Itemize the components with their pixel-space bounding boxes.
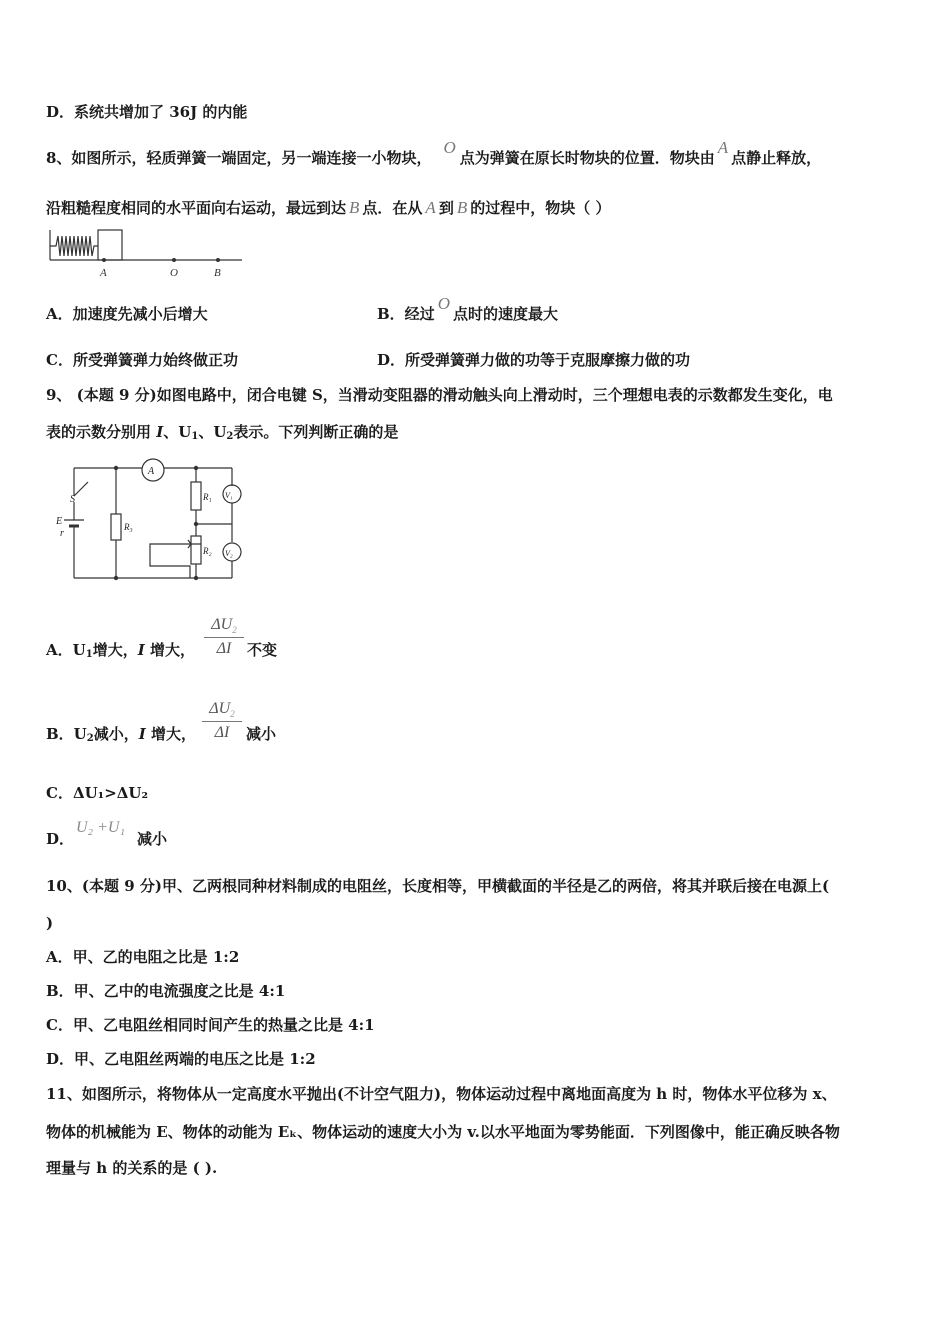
point-a xyxy=(102,258,106,262)
resistor-r3 xyxy=(111,514,121,540)
q7-option-d: D．系统共增加了 36J 的内能 xyxy=(46,103,248,121)
r1-label: R₁ xyxy=(203,492,212,502)
r2-label: R₂ xyxy=(203,546,212,556)
q10-stem-line1: 10、(本题 9 分)甲、乙两根同种材料制成的电阻丝，长度相等，甲横截面的半径是乙的两倍，将其并联后接在电源上( xyxy=(46,877,830,895)
spring xyxy=(50,236,98,256)
q9-option-d-expression: U₂ +U₁ xyxy=(76,819,126,836)
q11-stem-line2: 物体的机械能为 E、物体的动能为 Eₖ、物体运动的速度大小为 v.以水平地面为零势能面．下列图像中，能正确反映各物 xyxy=(46,1123,840,1141)
junction xyxy=(194,466,198,470)
spring-block-figure xyxy=(46,226,246,280)
q9-option-d-tail: 减小 xyxy=(137,830,168,848)
q10-option-b: B．甲、乙中的电流强度之比是 4:1 xyxy=(46,982,286,1000)
fraction-du2-di: $\Delta U_2$ ΔI xyxy=(204,616,244,658)
junction xyxy=(114,576,118,580)
q8-option-a: A．加速度先减小后增大 xyxy=(46,305,208,323)
resistor-r1 xyxy=(191,482,201,510)
q10-stem-line2: ) xyxy=(46,914,54,932)
junction xyxy=(194,522,198,526)
switch-label: S xyxy=(70,494,75,505)
var-b: B xyxy=(456,198,468,217)
junction xyxy=(194,576,198,580)
q9-option-a-tail: 不变 xyxy=(247,641,278,659)
switch-s xyxy=(74,482,88,496)
ammeter-label: A xyxy=(148,466,155,477)
internal-r-label: r xyxy=(60,528,64,539)
v1-label: V₁ xyxy=(225,491,233,500)
resistor-r2 xyxy=(191,536,201,564)
v2-label: V₂ xyxy=(225,549,233,558)
var-o: O xyxy=(437,294,450,313)
var-a: A xyxy=(717,138,729,157)
circuit-diagram xyxy=(50,458,250,586)
r3-label: R₃ xyxy=(124,522,133,532)
q8-option-c: C．所受弹簧弹力始终做正功 xyxy=(46,351,238,369)
q9-stem-line1: 9、 (本题 9 分)如图电路中，闭合电键 S，当滑动变阻器的滑动触头向上滑动时，三个理想电表的示数都发生变化，电 xyxy=(46,386,833,404)
q9-stem-line2: 表的示数分别用 I、$U_1$、$U_2$表示。下列判断正确的是 xyxy=(46,423,399,442)
q8-option-d: D．所受弹簧弹力做的功等于克服摩擦力做的功 xyxy=(377,351,691,369)
slider-wire xyxy=(150,544,201,578)
junction xyxy=(114,466,118,470)
point-o xyxy=(172,258,176,262)
q8-stem-line1: 8、如图所示，轻质弹簧一端固定，另一端连接一小物块，O点为弹簧在原长时物块的位置．物块由A点静止释放， xyxy=(46,138,822,167)
q11-stem-line3: 理量与 h 的关系的是 ( ). xyxy=(46,1159,218,1177)
var-b: B xyxy=(349,198,360,217)
block xyxy=(98,230,122,260)
q10-option-a: A．甲、乙的电阻之比是 1:2 xyxy=(46,948,240,966)
point-b xyxy=(216,258,220,262)
q9-option-d: D． xyxy=(46,830,75,848)
fraction-du2-di: $\Delta U_2$ ΔI xyxy=(202,700,242,742)
label-b: B xyxy=(214,267,221,279)
emf-label: E xyxy=(56,516,63,527)
q9-option-b-tail: 减小 xyxy=(246,725,277,743)
var-o: O xyxy=(443,138,456,157)
q8-stem-line2: 沿粗糙程度相同的水平面向右运动，最远到达 B 点．在从 A 到 B 的过程中，物块（ ） xyxy=(46,198,611,217)
q9-option-c: C．ΔU₁>ΔU₂ xyxy=(46,784,149,802)
label-a: A xyxy=(100,267,107,279)
var-a: A xyxy=(425,198,436,217)
q10-option-d: D．甲、乙电阻丝两端的电压之比是 1:2 xyxy=(46,1050,316,1068)
label-o: O xyxy=(170,267,178,279)
q11-stem-line1: 11、如图所示，将物体从一定高度水平抛出(不计空气阻力)，物体运动过程中离地面高度为 h 时，物体水平位移为 x、 xyxy=(46,1085,837,1103)
q9-option-b: B．$U_2$减小，I 增大， xyxy=(46,725,197,744)
q8-option-b: B．经过O点时的速度最大 xyxy=(377,294,558,323)
q10-option-c: C．甲、乙电阻丝相同时间产生的热量之比是 4:1 xyxy=(46,1016,375,1034)
q9-option-a: A．$U_1$增大，I 增大， xyxy=(46,641,195,660)
